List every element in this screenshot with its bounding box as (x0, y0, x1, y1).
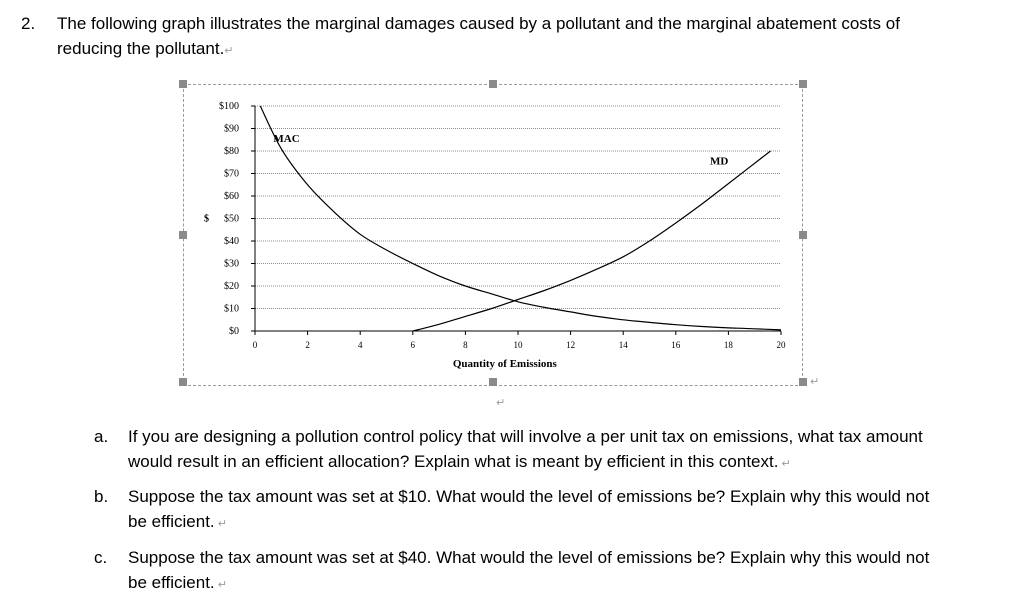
x-tick-label: 16 (671, 340, 681, 350)
x-tick-label: 0 (252, 340, 258, 350)
y-tick-label: $60 (224, 191, 239, 202)
x-tick-label: 10 (513, 340, 523, 350)
question-a-line-2 (128, 449, 791, 477)
x-tick-label: 8 (463, 340, 468, 350)
question-a-line-2-content: would result in an efficient allocation? Explain what is meant by efficient in this context. (128, 452, 779, 471)
question-a-line-1: If you are designing a pollution control policy that will involve a per unit tax on emissions, what tax amount (128, 427, 923, 446)
x-tick-label: 20 (776, 340, 786, 350)
question-b-line-1: Suppose the tax amount was set at $10. What would the level of emissions be? Explain why this would not (128, 487, 930, 506)
question-number: 2. (21, 14, 36, 33)
x-tick-label: 18 (723, 340, 733, 350)
question-b-line-2-content: be efficient. (128, 512, 215, 531)
y-axis-ticks (219, 101, 255, 337)
gridlines (255, 106, 781, 309)
y-tick-label: $40 (224, 236, 239, 247)
y-tick-label: $20 (224, 281, 239, 292)
question-c-marker: c. (94, 548, 108, 567)
paragraph-mark: ↵ (214, 579, 227, 591)
question-text-line-2-content: reducing the pollutant. (57, 39, 225, 58)
paragraph-mark: ↵ (496, 397, 506, 409)
y-tick-label: $80 (224, 146, 239, 157)
y-tick-label: $30 (224, 258, 239, 270)
y-tick-label: $100 (219, 101, 239, 112)
question-b-line-2 (128, 509, 227, 537)
series-label-md: MD (709, 155, 729, 168)
x-tick-label: 4 (357, 340, 363, 350)
question-text-line-1: The following graph illustrates the marginal damages caused by a pollutant and the marginal abatement costs of (57, 14, 900, 33)
x-axis-label: Quantity of Emissions (452, 358, 557, 370)
x-tick-label: 2 (305, 340, 310, 350)
question-c-line-2 (128, 570, 227, 598)
question-c-line-2-content: be efficient. (128, 573, 215, 592)
paragraph-mark: ↵ (214, 518, 227, 530)
paragraph-mark: ↵ (810, 376, 820, 388)
question-c-line-1: Suppose the tax amount was set at $40. What would the level of emissions be? Explain why this would not (128, 548, 930, 567)
x-axis-ticks (253, 331, 786, 350)
x-tick-label: 14 (618, 340, 628, 350)
y-tick-label: $10 (224, 303, 239, 315)
y-tick-label: $70 (224, 168, 239, 180)
paragraph-mark: ↵ (778, 458, 791, 470)
series-line-mac (260, 106, 781, 330)
question-b-marker: b. (94, 487, 109, 506)
x-tick-label: 6 (410, 340, 416, 350)
series-group (260, 106, 781, 331)
series-label-mac: MAC (273, 133, 300, 145)
question-a-marker: a. (94, 427, 109, 446)
x-tick-label: 12 (566, 340, 576, 350)
y-tick-label: $0 (229, 326, 239, 337)
y-tick-label: $90 (224, 123, 239, 135)
paragraph-mark: ↵ (224, 45, 234, 57)
y-axis-label: $ (204, 213, 209, 225)
y-tick-label: $50 (224, 213, 239, 225)
